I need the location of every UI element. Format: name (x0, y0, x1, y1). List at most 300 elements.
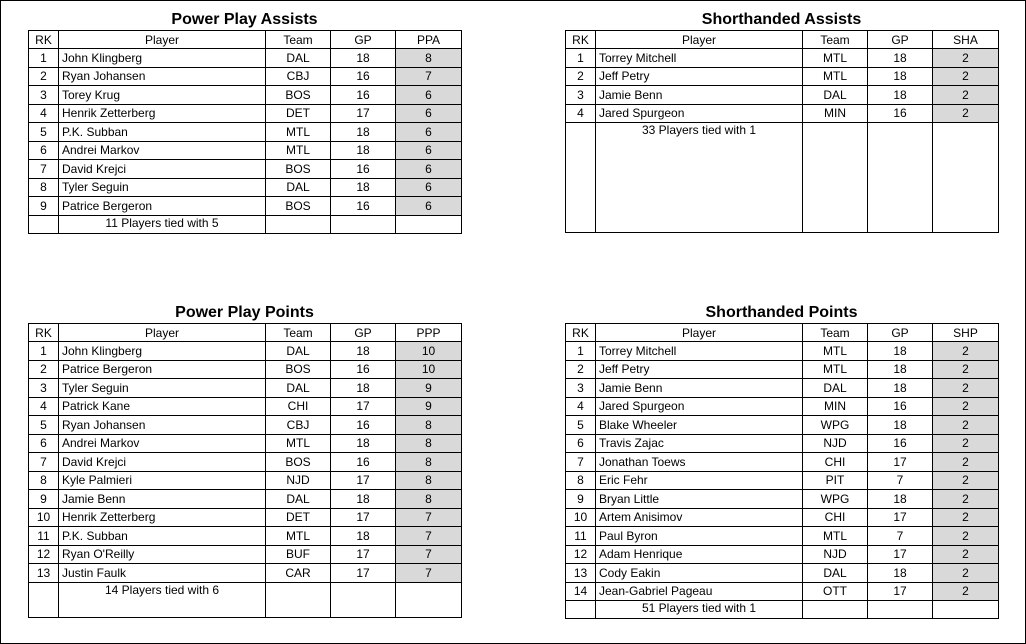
rank-cell: 4 (29, 397, 59, 416)
table-title: Power Play Points (175, 304, 314, 321)
stat-header: PPA (396, 31, 462, 49)
rank-cell: 3 (29, 379, 59, 398)
table-row (566, 379, 999, 398)
rank-cell: 4 (566, 104, 596, 123)
table-row (566, 527, 999, 546)
team-cell: MTL (266, 141, 331, 160)
gp-cell: 16 (331, 453, 396, 472)
player-header: Player (59, 324, 266, 342)
gp-header: GP (868, 324, 933, 342)
table-row (29, 471, 462, 490)
player-cell: Patrice Bergeron (59, 360, 266, 379)
gp-cell: 16 (331, 360, 396, 379)
stat-cell: 2 (933, 379, 999, 398)
player-cell: Tyler Seguin (59, 178, 266, 197)
table-row (29, 141, 462, 160)
player-header: Player (59, 31, 266, 49)
empty-cell (566, 123, 596, 233)
gp-cell: 17 (331, 397, 396, 416)
empty-cell (396, 215, 462, 233)
stat-cell: 6 (396, 141, 462, 160)
stat-cell: 8 (396, 49, 462, 68)
player-cell: Ryan Johansen (59, 67, 266, 86)
player-cell: Jeff Petry (596, 67, 803, 86)
team-cell: PIT (803, 471, 868, 490)
player-cell: Bryan Little (596, 490, 803, 509)
rank-header: RK (29, 31, 59, 49)
player-cell: Travis Zajac (596, 434, 803, 453)
player-cell: Jean-Gabriel Pageau (596, 582, 803, 601)
gp-cell: 16 (868, 434, 933, 453)
table-row (29, 178, 462, 197)
player-cell: Torrey Mitchell (596, 342, 803, 361)
gp-cell: 18 (331, 49, 396, 68)
table-row (29, 490, 462, 509)
stat-header: SHA (933, 31, 999, 49)
team-cell: CBJ (266, 416, 331, 435)
player-cell: Kyle Palmieri (59, 471, 266, 490)
team-cell: MTL (266, 527, 331, 546)
table-row (29, 86, 462, 105)
gp-cell: 18 (868, 86, 933, 105)
tie-note: 11 Players tied with 5 (59, 215, 266, 233)
gp-cell: 16 (331, 86, 396, 105)
player-cell: Jamie Benn (596, 86, 803, 105)
rank-cell: 3 (566, 86, 596, 105)
rank-cell: 5 (29, 123, 59, 142)
player-cell: Torrey Mitchell (596, 49, 803, 68)
gp-header: GP (331, 324, 396, 342)
stat-cell: 2 (933, 397, 999, 416)
player-cell: Ryan Johansen (59, 416, 266, 435)
gp-cell: 17 (331, 471, 396, 490)
gp-cell: 18 (868, 67, 933, 86)
team-cell: BOS (266, 160, 331, 179)
rank-cell: 4 (566, 397, 596, 416)
team-cell: MTL (803, 342, 868, 361)
team-cell: BOS (266, 453, 331, 472)
gp-cell: 17 (868, 453, 933, 472)
tie-row (566, 601, 999, 619)
gp-cell: 18 (868, 49, 933, 68)
table-row (29, 508, 462, 527)
rank-cell: 5 (566, 416, 596, 435)
tie-note: 14 Players tied with 6 (59, 582, 266, 617)
empty-cell (933, 123, 999, 233)
rank-cell: 7 (29, 160, 59, 179)
player-cell: Jared Spurgeon (596, 397, 803, 416)
gp-cell: 18 (868, 379, 933, 398)
table-row (29, 379, 462, 398)
stat-cell: 8 (396, 490, 462, 509)
player-cell: Jared Spurgeon (596, 104, 803, 123)
header-row (566, 31, 999, 49)
stat-cell: 8 (396, 453, 462, 472)
empty-cell (331, 582, 396, 617)
player-cell: P.K. Subban (59, 527, 266, 546)
gp-cell: 16 (331, 160, 396, 179)
rank-cell: 8 (29, 178, 59, 197)
table-row (29, 453, 462, 472)
rank-cell: 6 (29, 434, 59, 453)
team-cell: MTL (803, 360, 868, 379)
stat-header: PPP (396, 324, 462, 342)
sha-section (565, 10, 999, 233)
gp-cell: 17 (331, 564, 396, 583)
stat-cell: 10 (396, 360, 462, 379)
stat-cell: 2 (933, 527, 999, 546)
gp-cell: 16 (868, 104, 933, 123)
table-row (566, 508, 999, 527)
table-row (566, 360, 999, 379)
rank-cell: 14 (566, 582, 596, 601)
rank-cell: 9 (566, 490, 596, 509)
empty-cell (868, 123, 933, 233)
rank-cell: 2 (29, 360, 59, 379)
rank-cell: 8 (566, 471, 596, 490)
table-title: Shorthanded Points (705, 304, 858, 321)
tie-row (566, 123, 999, 233)
player-cell: P.K. Subban (59, 123, 266, 142)
rank-cell: 5 (29, 416, 59, 435)
gp-cell: 18 (331, 434, 396, 453)
tie-row (29, 582, 462, 617)
table-row (29, 160, 462, 179)
stat-cell: 6 (396, 123, 462, 142)
player-cell: Jonathan Toews (596, 453, 803, 472)
player-cell: Jamie Benn (596, 379, 803, 398)
stat-cell: 6 (396, 160, 462, 179)
team-header: Team (266, 31, 331, 49)
stat-cell: 7 (396, 564, 462, 583)
rank-header: RK (566, 31, 596, 49)
table-row (29, 342, 462, 361)
rank-cell: 1 (566, 49, 596, 68)
empty-cell (933, 601, 999, 619)
stat-cell: 7 (396, 545, 462, 564)
ppa-table (28, 30, 462, 234)
gp-cell: 18 (331, 342, 396, 361)
stat-cell: 8 (396, 416, 462, 435)
player-cell: David Krejci (59, 453, 266, 472)
stat-cell: 8 (396, 434, 462, 453)
team-cell: DAL (803, 564, 868, 583)
stat-cell: 2 (933, 564, 999, 583)
empty-cell (29, 582, 59, 617)
rank-cell: 11 (29, 527, 59, 546)
table-row (566, 545, 999, 564)
player-cell: Andrei Markov (59, 141, 266, 160)
gp-cell: 16 (331, 416, 396, 435)
rank-cell: 6 (29, 141, 59, 160)
team-cell: DAL (266, 490, 331, 509)
rank-cell: 2 (566, 67, 596, 86)
gp-cell: 16 (331, 67, 396, 86)
header-row (29, 31, 462, 49)
table-row (29, 197, 462, 216)
stat-cell: 7 (396, 508, 462, 527)
ppp-section (28, 303, 462, 618)
player-cell: Artem Anisimov (596, 508, 803, 527)
rank-cell: 9 (29, 490, 59, 509)
stat-cell: 2 (933, 545, 999, 564)
table-row (29, 123, 462, 142)
stat-cell: 10 (396, 342, 462, 361)
table-row (566, 86, 999, 105)
rank-cell: 1 (29, 49, 59, 68)
team-cell: DAL (266, 342, 331, 361)
rank-cell: 7 (566, 453, 596, 472)
gp-cell: 16 (868, 397, 933, 416)
sha-table (565, 30, 999, 233)
player-cell: Henrik Zetterberg (59, 104, 266, 123)
team-header: Team (803, 324, 868, 342)
stat-cell: 9 (396, 379, 462, 398)
rank-cell: 12 (566, 545, 596, 564)
stat-cell: 2 (933, 434, 999, 453)
tie-note: 33 Players tied with 1 (596, 123, 803, 233)
team-cell: MTL (266, 123, 331, 142)
player-cell: Cody Eakin (596, 564, 803, 583)
stat-cell: 2 (933, 67, 999, 86)
team-cell: WPG (803, 490, 868, 509)
table-row (29, 67, 462, 86)
rank-cell: 1 (29, 342, 59, 361)
gp-cell: 16 (331, 197, 396, 216)
team-cell: NJD (803, 545, 868, 564)
player-cell: Justin Faulk (59, 564, 266, 583)
rank-cell: 13 (29, 564, 59, 583)
team-cell: DAL (266, 49, 331, 68)
player-cell: David Krejci (59, 160, 266, 179)
table-row (566, 416, 999, 435)
table-row (566, 490, 999, 509)
gp-cell: 18 (868, 564, 933, 583)
gp-cell: 18 (331, 141, 396, 160)
gp-cell: 7 (868, 527, 933, 546)
rank-cell: 10 (566, 508, 596, 527)
empty-cell (803, 123, 868, 233)
table-row (29, 360, 462, 379)
gp-cell: 17 (331, 104, 396, 123)
stat-cell: 2 (933, 471, 999, 490)
team-cell: CHI (803, 453, 868, 472)
table-row (29, 416, 462, 435)
empty-cell (566, 601, 596, 619)
team-header: Team (266, 324, 331, 342)
gp-cell: 18 (331, 123, 396, 142)
player-cell: Paul Byron (596, 527, 803, 546)
player-cell: Andrei Markov (59, 434, 266, 453)
rank-cell: 4 (29, 104, 59, 123)
team-cell: OTT (803, 582, 868, 601)
rank-cell: 1 (566, 342, 596, 361)
rank-cell: 3 (29, 86, 59, 105)
tie-note: 51 Players tied with 1 (596, 601, 803, 619)
table-title: Power Play Assists (171, 11, 318, 28)
rank-header: RK (566, 324, 596, 342)
table-row (566, 342, 999, 361)
stat-cell: 6 (396, 178, 462, 197)
stat-header: SHP (933, 324, 999, 342)
player-cell: Tyler Seguin (59, 379, 266, 398)
tie-row (29, 215, 462, 233)
team-cell: MTL (803, 49, 868, 68)
stat-cell: 2 (933, 342, 999, 361)
player-cell: John Klingberg (59, 342, 266, 361)
player-header: Player (596, 31, 803, 49)
stat-cell: 2 (933, 416, 999, 435)
table-row (566, 104, 999, 123)
rank-cell: 6 (566, 434, 596, 453)
player-cell: Henrik Zetterberg (59, 508, 266, 527)
player-header: Player (596, 324, 803, 342)
gp-cell: 17 (331, 508, 396, 527)
team-cell: BUF (266, 545, 331, 564)
player-cell: Patrice Bergeron (59, 197, 266, 216)
gp-cell: 18 (868, 490, 933, 509)
gp-cell: 18 (868, 416, 933, 435)
stat-cell: 9 (396, 397, 462, 416)
ppa-section (28, 10, 462, 234)
table-row (29, 49, 462, 68)
stat-cell: 2 (933, 49, 999, 68)
gp-cell: 18 (331, 527, 396, 546)
stat-cell: 7 (396, 67, 462, 86)
team-cell: BOS (266, 360, 331, 379)
team-cell: DAL (803, 379, 868, 398)
table-row (29, 564, 462, 583)
gp-header: GP (331, 31, 396, 49)
stat-cell: 2 (933, 360, 999, 379)
table-row (566, 582, 999, 601)
empty-cell (331, 215, 396, 233)
table-row (29, 397, 462, 416)
stat-cell: 7 (396, 527, 462, 546)
table-row (566, 471, 999, 490)
team-cell: NJD (803, 434, 868, 453)
stat-cell: 2 (933, 490, 999, 509)
empty-cell (266, 582, 331, 617)
team-cell: CAR (266, 564, 331, 583)
empty-cell (29, 215, 59, 233)
empty-cell (396, 582, 462, 617)
stat-cell: 6 (396, 86, 462, 105)
gp-cell: 18 (868, 342, 933, 361)
gp-cell: 17 (868, 545, 933, 564)
team-cell: CHI (266, 397, 331, 416)
player-cell: John Klingberg (59, 49, 266, 68)
rank-cell: 8 (29, 471, 59, 490)
header-row (29, 324, 462, 342)
team-cell: DAL (803, 86, 868, 105)
gp-cell: 17 (331, 545, 396, 564)
player-cell: Jeff Petry (596, 360, 803, 379)
team-cell: DET (266, 508, 331, 527)
rank-cell: 10 (29, 508, 59, 527)
team-cell: BOS (266, 197, 331, 216)
table-title: Shorthanded Assists (701, 11, 862, 28)
gp-cell: 17 (868, 508, 933, 527)
table-row (29, 104, 462, 123)
rank-cell: 12 (29, 545, 59, 564)
empty-cell (868, 601, 933, 619)
stat-cell: 6 (396, 104, 462, 123)
team-header: Team (803, 31, 868, 49)
team-cell: MTL (803, 67, 868, 86)
gp-cell: 18 (331, 379, 396, 398)
stat-cell: 2 (933, 582, 999, 601)
team-cell: BOS (266, 86, 331, 105)
table-row (29, 545, 462, 564)
team-cell: NJD (266, 471, 331, 490)
player-cell: Ryan O'Reilly (59, 545, 266, 564)
team-cell: WPG (803, 416, 868, 435)
table-row (29, 434, 462, 453)
gp-cell: 18 (331, 178, 396, 197)
table-row (566, 453, 999, 472)
player-cell: Blake Wheeler (596, 416, 803, 435)
player-cell: Adam Henrique (596, 545, 803, 564)
empty-cell (266, 215, 331, 233)
table-row (566, 67, 999, 86)
rank-cell: 7 (29, 453, 59, 472)
table-row (29, 527, 462, 546)
player-cell: Eric Fehr (596, 471, 803, 490)
gp-cell: 7 (868, 471, 933, 490)
player-cell: Patrick Kane (59, 397, 266, 416)
rank-cell: 13 (566, 564, 596, 583)
team-cell: MIN (803, 104, 868, 123)
player-cell: Jamie Benn (59, 490, 266, 509)
team-cell: DAL (266, 379, 331, 398)
team-cell: MIN (803, 397, 868, 416)
team-cell: DAL (266, 178, 331, 197)
table-row (566, 397, 999, 416)
rank-cell: 11 (566, 527, 596, 546)
empty-cell (803, 601, 868, 619)
rank-cell: 9 (29, 197, 59, 216)
gp-cell: 18 (868, 360, 933, 379)
team-cell: CHI (803, 508, 868, 527)
stat-cell: 2 (933, 508, 999, 527)
header-row (566, 324, 999, 342)
rank-cell: 3 (566, 379, 596, 398)
team-cell: MTL (266, 434, 331, 453)
stat-cell: 2 (933, 104, 999, 123)
stat-cell: 2 (933, 453, 999, 472)
shp-section (565, 303, 999, 619)
stat-cell: 6 (396, 197, 462, 216)
team-cell: CBJ (266, 67, 331, 86)
table-row (566, 434, 999, 453)
table-row (566, 49, 999, 68)
stat-cell: 8 (396, 471, 462, 490)
gp-cell: 17 (868, 582, 933, 601)
ppp-table (28, 323, 462, 618)
player-cell: Torey Krug (59, 86, 266, 105)
team-cell: MTL (803, 527, 868, 546)
stat-cell: 2 (933, 86, 999, 105)
shp-table (565, 323, 999, 619)
gp-header: GP (868, 31, 933, 49)
rank-cell: 2 (566, 360, 596, 379)
table-row (566, 564, 999, 583)
rank-header: RK (29, 324, 59, 342)
team-cell: DET (266, 104, 331, 123)
gp-cell: 18 (331, 490, 396, 509)
rank-cell: 2 (29, 67, 59, 86)
